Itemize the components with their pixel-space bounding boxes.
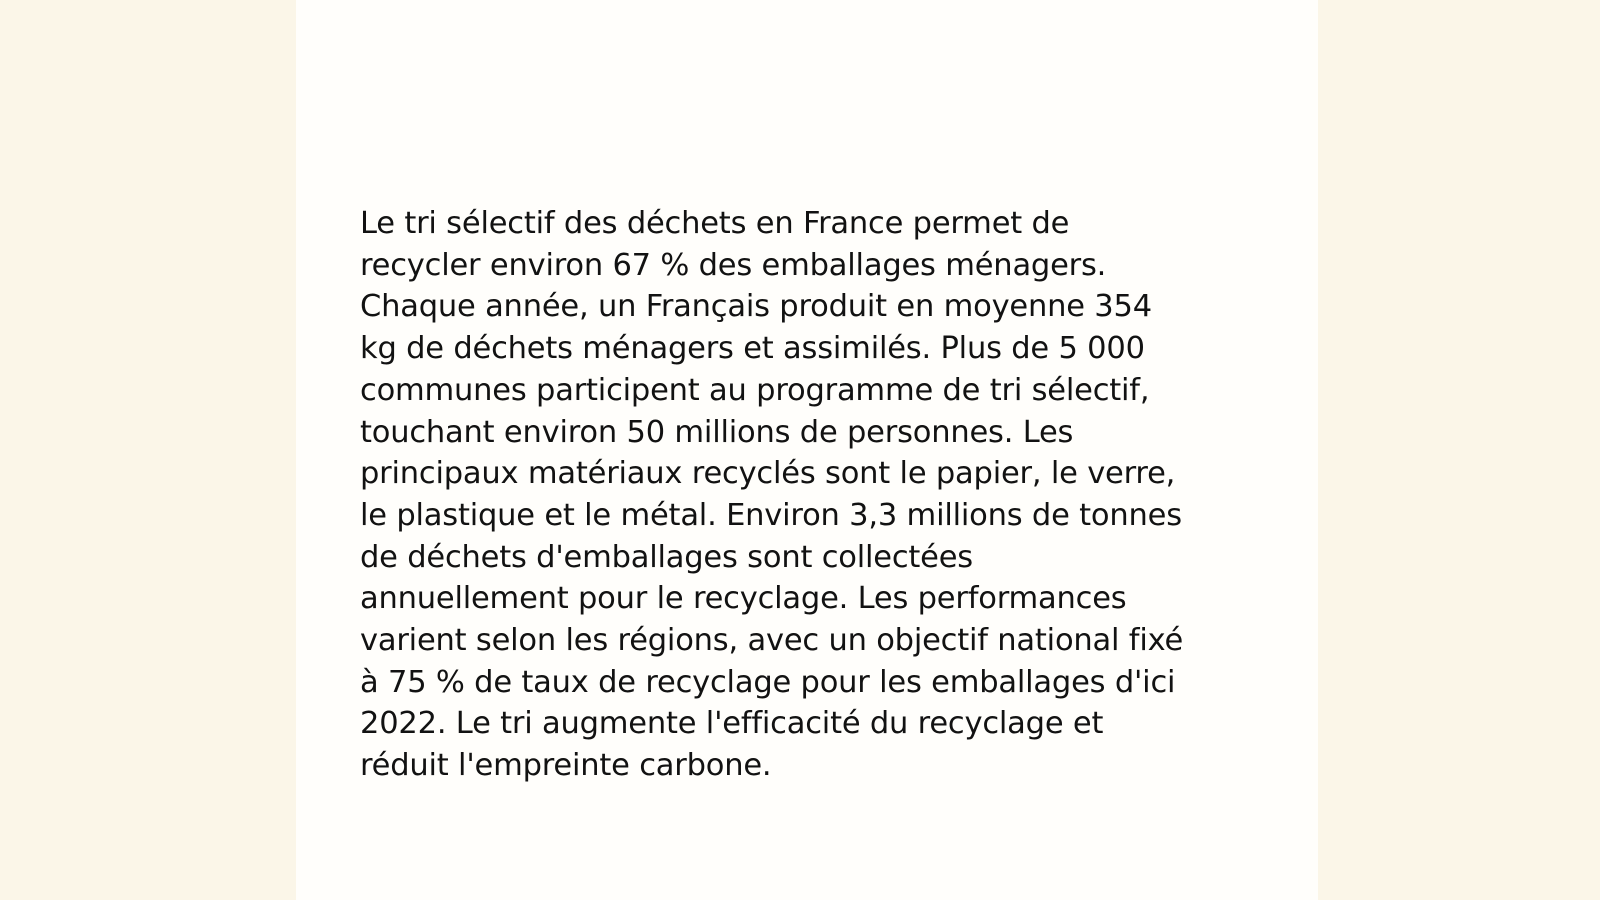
document-page bbox=[296, 0, 1318, 900]
paragraph-line: de déchets d'emballages sont collectées bbox=[360, 539, 973, 575]
paragraph-line: touchant environ 50 millions de personnes. Les bbox=[360, 414, 1074, 450]
paragraph-line: Chaque année, un Français produit en moyenne 354 bbox=[360, 289, 1152, 325]
paragraph-line: principaux matériaux recyclés sont le papier, le verre, bbox=[360, 456, 1176, 492]
paragraph-line: varient selon les régions, avec un objectif national fixé bbox=[360, 623, 1184, 659]
paragraph-line: annuellement pour le recyclage. Les performances bbox=[360, 581, 1127, 617]
paragraph-line: réduit l'empreinte carbone. bbox=[360, 748, 772, 784]
body-paragraph bbox=[360, 203, 1260, 787]
paragraph-line: communes participent au programme de tri sélectif, bbox=[360, 372, 1150, 408]
paragraph-line: le plastique et le métal. Environ 3,3 millions de tonnes bbox=[360, 497, 1182, 533]
paragraph-line: 2022. Le tri augmente l'efficacité du recyclage et bbox=[360, 706, 1104, 742]
paragraph-line: Le tri sélectif des déchets en France permet de bbox=[360, 206, 1070, 241]
paragraph-line: à 75 % de taux de recyclage pour les emballages d'ici bbox=[360, 664, 1176, 700]
paragraph-line: recycler environ 67 % des emballages ménagers. bbox=[360, 247, 1107, 283]
paragraph-line: kg de déchets ménagers et assimilés. Plus de 5 000 bbox=[360, 331, 1145, 367]
